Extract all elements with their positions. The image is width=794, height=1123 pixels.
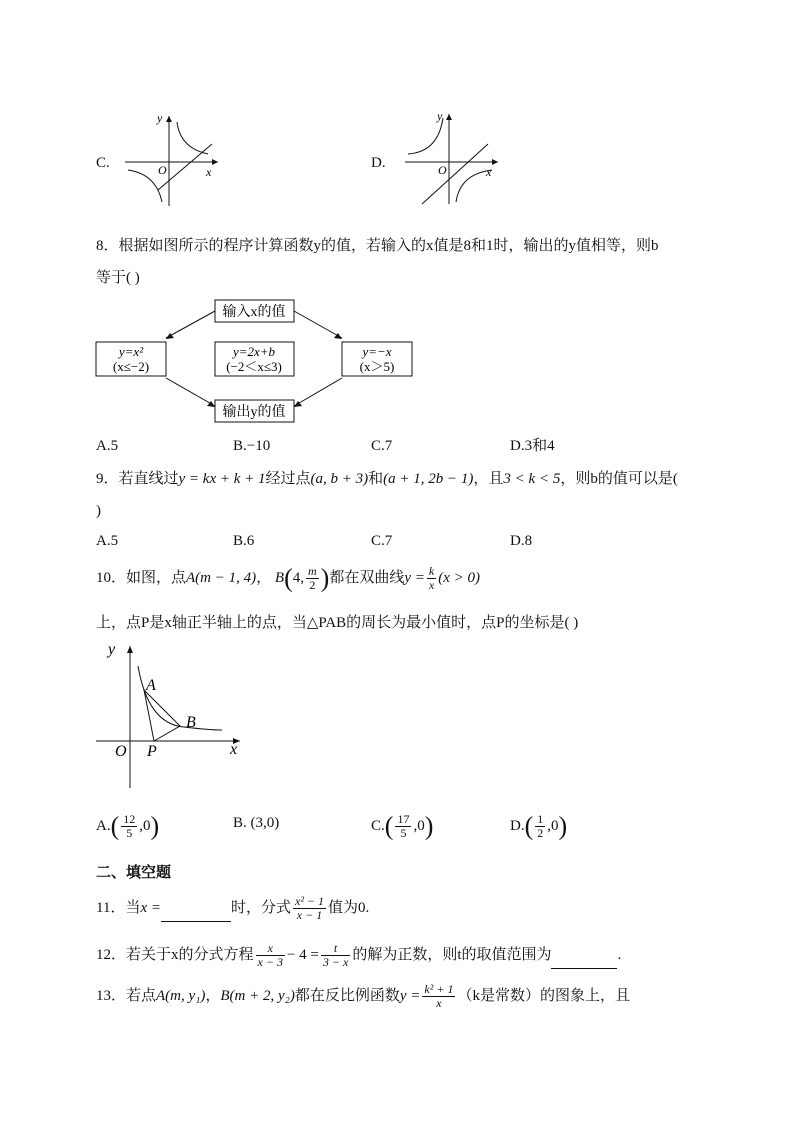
graph-option-c <box>120 110 225 210</box>
q9-option-c: C.7 <box>371 533 393 549</box>
question-12: 12．若关于x的分式方程 $\frac{x}{x - 3}$ − 4 = $\frac{t}{3 - x}$ 的解为正数，则t的取值范围为 . <box>96 941 622 969</box>
box2-expression: y=2x+b <box>232 344 276 359</box>
q8-option-b: B.−10 <box>233 438 271 454</box>
graph10-point-a-label: A <box>146 677 156 694</box>
graph10-y-label: y <box>108 641 116 658</box>
question-13: 13．若点A(m, y₁)，B(m + 2, y₂)都在反比例函数y = $\frac{\text{k² + 1}}{x}$ （k是常数）的图象上，且 <box>96 982 630 1010</box>
q9-option-b: B.6 <box>233 533 255 549</box>
graph-option-d <box>400 108 505 208</box>
question-9-text: 9．若直线过y = kx + k + 1经过点(a, b + 3)和(a + 1, 2b − 1)，且3 < k < 5，则b的值可以是( <box>96 471 678 487</box>
graph-c-y-label: y <box>157 111 163 125</box>
q10-option-a: A.( $\frac{12}{5}$ ,0) <box>96 811 160 841</box>
box1-condition: (x≤−2) <box>112 359 150 374</box>
question-11: 11．当x = 时，分式 $\frac{\text{x² − 1}}{x - 1}$ 值为0. <box>96 894 370 922</box>
option-c-label: C. <box>96 155 110 171</box>
graph10-point-b-label: B <box>186 714 196 731</box>
q8-option-a: A.5 <box>96 438 119 454</box>
graph-d-origin-label: O <box>438 163 447 177</box>
option-d-label: D. <box>371 155 386 171</box>
box1-expression: y=x² <box>118 344 144 359</box>
question-10-line2: 上，点P是x轴正半轴上的点，当△PAB的周长为最小值时，点P的坐标是( ) <box>96 615 579 631</box>
box2-condition: (−2＜x≤3) <box>226 359 282 374</box>
flow-input-box: 输入x的值 <box>222 305 286 320</box>
flowchart <box>90 296 430 426</box>
question-10-line1: 10．如图，点A(m − 1, 4)， B(4, $\frac{m}{2}$ )都在双曲线y = $\frac{k}{x}$ (x > 0) <box>96 563 480 593</box>
q10-option-b: B. (3,0) <box>233 815 280 831</box>
box3-expression: y=−x <box>362 344 392 359</box>
q10-option-d: D.( $\frac{1}{2}$ ,0) <box>510 811 568 841</box>
question-8-answer-paren: 等于( ) <box>96 270 140 286</box>
graph-c-x-label: x <box>206 165 212 179</box>
graph-d-y-label: y <box>437 109 443 123</box>
question-8-text: 8．根据如图所示的程序计算函数y的值，若输入的x值是8和1时，输出的y值相等，则b <box>96 238 659 254</box>
graph10-point-p-label: P <box>147 743 157 760</box>
flow-output-box: 输出y的值 <box>222 405 286 420</box>
q10-option-c: C.( $\frac{17}{5}$ ,0) <box>371 811 434 841</box>
graph10-x-label: x <box>230 741 238 758</box>
box3-condition: (x＞5) <box>359 359 395 374</box>
graph-c-origin-label: O <box>158 163 167 177</box>
section-heading: 二、填空题 <box>96 863 172 881</box>
q9-option-d: D.8 <box>510 533 533 549</box>
question-9-close-paren: ) <box>96 503 101 519</box>
q9-option-a: A.5 <box>96 533 119 549</box>
q8-option-c: C.7 <box>371 438 393 454</box>
graph-d-x-label: x <box>486 165 492 179</box>
q12-answer-blank[interactable] <box>551 952 617 969</box>
graph10-origin-label: O <box>115 743 127 760</box>
q8-option-d: D.3和4 <box>510 438 555 454</box>
q11-answer-blank[interactable] <box>161 905 231 922</box>
graph-question-10 <box>92 638 252 793</box>
